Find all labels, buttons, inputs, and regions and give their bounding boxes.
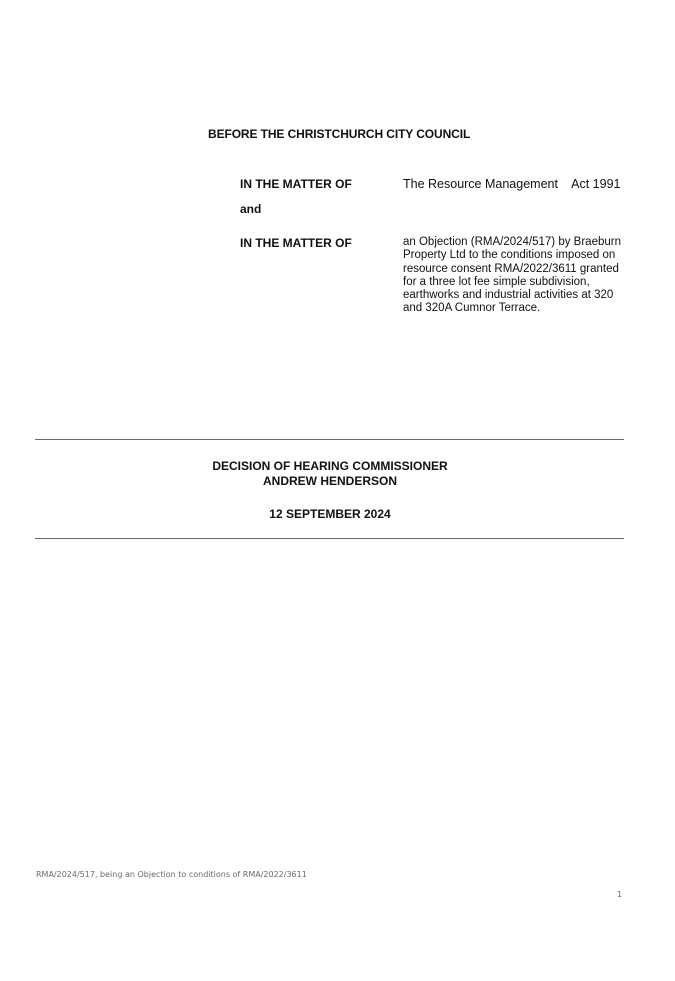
matter-value-act: The Resource Management Act 1991: [403, 177, 621, 191]
decision-title-line2: ANDREW HENDERSON: [262, 474, 397, 488]
matter-value-objection: an Objection (RMA/2024/517) by Braeburn Property Ltd to the conditions imposed on resource consent RMA/2022/3611 granted for a three lot fee simple subdivision, earthworks and industrial activities at 320 and 320A Cumnor Terrace.: [403, 236, 621, 315]
page-number: 1: [617, 890, 623, 899]
decision-date: 12 SEPTEMBER 2024: [269, 507, 391, 521]
matter-label-2: IN THE MATTER OF: [240, 236, 352, 250]
footer-reference: RMA/2024/517, being an Objection to conditions of RMA/2022/3611: [36, 870, 307, 879]
divider-bottom: [35, 538, 624, 539]
council-heading: BEFORE THE CHRISTCHURCH CITY COUNCIL: [208, 127, 471, 141]
matter-label-1: IN THE MATTER OF: [240, 177, 352, 191]
decision-title-line1: DECISION OF HEARING COMMISSIONER: [212, 459, 448, 473]
divider-top: [35, 439, 624, 440]
matter-connector-and: and: [240, 202, 262, 216]
